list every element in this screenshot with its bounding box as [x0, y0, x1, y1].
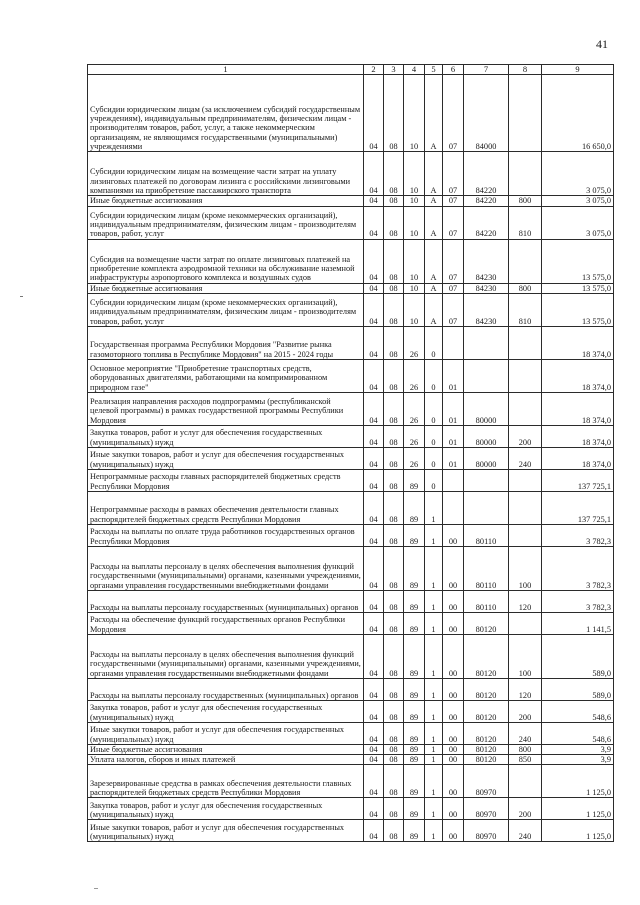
header-cell: 5: [425, 65, 443, 75]
code-cell-c8: 200: [509, 798, 542, 820]
code-cell-c7: 80000: [464, 425, 509, 447]
code-cell-c5: 1: [425, 678, 443, 700]
code-cell-c6: 00: [443, 765, 464, 798]
code-cell-c8: 240: [509, 722, 542, 744]
code-cell-c7: 80110: [464, 590, 509, 612]
code-cell-c3: 08: [384, 755, 404, 765]
amount-cell: 18 374,0: [542, 392, 614, 425]
table-row: [88, 75, 614, 152]
code-cell-c8: 200: [509, 425, 542, 447]
code-cell-c4: 10: [404, 75, 425, 152]
table-row: [88, 700, 614, 722]
code-cell-c4: 89: [404, 765, 425, 798]
code-cell-c6: 00: [443, 798, 464, 820]
row-name: Расходы на обеспечение функций государственных органов Республики Мордовия: [88, 612, 364, 634]
page-number: 41: [596, 37, 608, 51]
amount-cell: 3 075,0: [542, 152, 614, 196]
row-name: Расходы на выплаты персоналу в целях обеспечения выполнения функций государственными (муниципальными) органами, казенными учреждениями, органами управления государственными внебюджетными фондами: [88, 546, 364, 590]
code-cell-c2: 04: [364, 392, 384, 425]
code-cell-c7: 84220: [464, 206, 509, 239]
code-cell-c2: 04: [364, 590, 384, 612]
code-cell-c3: 08: [384, 152, 404, 196]
code-cell-c8: [509, 491, 542, 524]
code-cell-c3: 08: [384, 524, 404, 546]
code-cell-c3: 08: [384, 798, 404, 820]
code-cell-c7: 84220: [464, 196, 509, 206]
table-row: [88, 469, 614, 491]
code-cell-c4: 89: [404, 590, 425, 612]
code-cell-c5: 1: [425, 744, 443, 754]
row-name: Иные закупки товаров, работ и услуг для обеспечения государственных (муниципальных) нужд: [88, 447, 364, 469]
code-cell-c5: 1: [425, 700, 443, 722]
code-cell-c6: 07: [443, 293, 464, 326]
code-cell-c2: 04: [364, 469, 384, 491]
row-name: Иные бюджетные ассигнования: [88, 744, 364, 754]
code-cell-c6: 00: [443, 524, 464, 546]
row-name: Государственная программа Республики Мордовия "Развитие рынка газомоторного топлива в Республике Мордовия" на 2015 - 2024 годы: [88, 326, 364, 359]
code-cell-c7: [464, 469, 509, 491]
table-row: [88, 447, 614, 469]
code-cell-c8: [509, 75, 542, 152]
code-cell-c6: 07: [443, 152, 464, 196]
amount-cell: 1 125,0: [542, 820, 614, 842]
table-row: [88, 196, 614, 206]
code-cell-c8: 100: [509, 634, 542, 678]
code-cell-c8: 240: [509, 447, 542, 469]
code-cell-c4: 26: [404, 359, 425, 392]
amount-cell: 137 725,1: [542, 491, 614, 524]
code-cell-c5: 1: [425, 765, 443, 798]
amount-cell: 18 374,0: [542, 447, 614, 469]
code-cell-c3: 08: [384, 206, 404, 239]
code-cell-c5: 1: [425, 798, 443, 820]
code-cell-c5: 1: [425, 546, 443, 590]
code-cell-c2: 04: [364, 75, 384, 152]
amount-cell: 3 782,3: [542, 546, 614, 590]
code-cell-c5: А: [425, 293, 443, 326]
code-cell-c7: 80000: [464, 447, 509, 469]
table-row: [88, 392, 614, 425]
code-cell-c4: 89: [404, 744, 425, 754]
code-cell-c2: 04: [364, 447, 384, 469]
code-cell-c2: 04: [364, 206, 384, 239]
row-name: Непрограммные расходы в рамках обеспечения деятельности главных распорядителей бюджетных средств Республики Мордовия: [88, 491, 364, 524]
code-cell-c5: 1: [425, 722, 443, 744]
code-cell-c3: 08: [384, 700, 404, 722]
code-cell-c4: 89: [404, 469, 425, 491]
code-cell-c4: 89: [404, 546, 425, 590]
amount-cell: 548,6: [542, 722, 614, 744]
code-cell-c5: 1: [425, 634, 443, 678]
code-cell-c3: 08: [384, 765, 404, 798]
code-cell-c8: [509, 359, 542, 392]
scan-speck: [94, 888, 98, 889]
code-cell-c6: 00: [443, 612, 464, 634]
amount-cell: 1 141,5: [542, 612, 614, 634]
code-cell-c5: 0: [425, 447, 443, 469]
code-cell-c3: 08: [384, 196, 404, 206]
code-cell-c2: 04: [364, 612, 384, 634]
code-cell-c3: 08: [384, 359, 404, 392]
code-cell-c8: 810: [509, 206, 542, 239]
code-cell-c8: [509, 469, 542, 491]
amount-cell: 548,6: [542, 700, 614, 722]
row-name: Закупка товаров, работ и услуг для обеспечения государственных (муниципальных) нужд: [88, 425, 364, 447]
code-cell-c3: 08: [384, 283, 404, 293]
code-cell-c5: 1: [425, 820, 443, 842]
table-row: [88, 678, 614, 700]
row-name: Иные бюджетные ассигнования: [88, 283, 364, 293]
table-row: [88, 491, 614, 524]
header-cell: 9: [542, 65, 614, 75]
amount-cell: 3 075,0: [542, 196, 614, 206]
code-cell-c5: 1: [425, 612, 443, 634]
code-cell-c4: 89: [404, 722, 425, 744]
code-cell-c8: [509, 152, 542, 196]
code-cell-c2: 04: [364, 700, 384, 722]
amount-cell: 3,9: [542, 755, 614, 765]
code-cell-c6: 07: [443, 196, 464, 206]
code-cell-c6: 01: [443, 359, 464, 392]
code-cell-c4: 26: [404, 392, 425, 425]
table-row: [88, 722, 614, 744]
row-name: Субсидии юридическим лицам (за исключением субсидий государственным учреждениям), индивидуальным предпринимателям, физическим лицам - производителям товаров, работ, услуг, а также некоммерческим организациям, не являющимся государственными (муниципальными) учреждениями: [88, 75, 364, 152]
code-cell-c6: 01: [443, 447, 464, 469]
code-cell-c8: 200: [509, 700, 542, 722]
row-name: Расходы на выплаты по оплате труда работников государственных органов Республики Мордовия: [88, 524, 364, 546]
code-cell-c5: 1: [425, 755, 443, 765]
code-cell-c4: 89: [404, 700, 425, 722]
code-cell-c8: 120: [509, 590, 542, 612]
code-cell-c4: 26: [404, 326, 425, 359]
code-cell-c6: 00: [443, 546, 464, 590]
amount-cell: 589,0: [542, 678, 614, 700]
table-row: [88, 744, 614, 754]
code-cell-c5: А: [425, 152, 443, 196]
code-cell-c2: 04: [364, 634, 384, 678]
row-name: Расходы на выплаты персоналу в целях обеспечения выполнения функций государственными (муниципальными) органами, казенными учреждениями, органами управления государственными внебюджетными фондами: [88, 634, 364, 678]
code-cell-c5: 0: [425, 469, 443, 491]
code-cell-c4: 89: [404, 798, 425, 820]
code-cell-c6: 00: [443, 590, 464, 612]
code-cell-c2: 04: [364, 425, 384, 447]
row-name: Основное мероприятие "Приобретение транспортных средств, оборудованных двигателями, работающими на компримированном природном газе": [88, 359, 364, 392]
row-name: Иные бюджетные ассигнования: [88, 196, 364, 206]
code-cell-c5: 0: [425, 326, 443, 359]
amount-cell: 589,0: [542, 634, 614, 678]
code-cell-c3: 08: [384, 612, 404, 634]
code-cell-c5: 0: [425, 425, 443, 447]
amount-cell: 18 374,0: [542, 326, 614, 359]
table-row: [88, 820, 614, 842]
row-name: Расходы на выплаты персоналу государственных (муниципальных) органов: [88, 678, 364, 700]
code-cell-c5: 0: [425, 392, 443, 425]
header-cell: 4: [404, 65, 425, 75]
code-cell-c7: 80970: [464, 765, 509, 798]
table-row: [88, 546, 614, 590]
table-row: [88, 206, 614, 239]
code-cell-c6: 00: [443, 820, 464, 842]
amount-cell: 1 125,0: [542, 798, 614, 820]
code-cell-c2: 04: [364, 524, 384, 546]
code-cell-c8: 100: [509, 546, 542, 590]
header-cell: 2: [364, 65, 384, 75]
header-cell: 8: [509, 65, 542, 75]
code-cell-c7: 80120: [464, 744, 509, 754]
table-row: [88, 152, 614, 196]
code-cell-c3: 08: [384, 447, 404, 469]
table-row: [88, 612, 614, 634]
code-cell-c2: 04: [364, 196, 384, 206]
code-cell-c7: 80120: [464, 755, 509, 765]
code-cell-c4: 89: [404, 755, 425, 765]
code-cell-c4: 10: [404, 239, 425, 283]
code-cell-c6: [443, 491, 464, 524]
code-cell-c2: 04: [364, 293, 384, 326]
code-cell-c8: 800: [509, 283, 542, 293]
amount-cell: 13 575,0: [542, 239, 614, 283]
code-cell-c7: 80970: [464, 820, 509, 842]
code-cell-c5: А: [425, 196, 443, 206]
code-cell-c3: 08: [384, 590, 404, 612]
code-cell-c7: 80120: [464, 612, 509, 634]
header-cell: 7: [464, 65, 509, 75]
code-cell-c2: 04: [364, 722, 384, 744]
header-cell: 6: [443, 65, 464, 75]
code-cell-c5: 1: [425, 590, 443, 612]
code-cell-c6: 00: [443, 634, 464, 678]
amount-cell: 16 650,0: [542, 75, 614, 152]
code-cell-c4: 26: [404, 425, 425, 447]
code-cell-c2: 04: [364, 765, 384, 798]
code-cell-c8: [509, 239, 542, 283]
code-cell-c3: 08: [384, 469, 404, 491]
code-cell-c2: 04: [364, 798, 384, 820]
code-cell-c4: 26: [404, 447, 425, 469]
table-row: [88, 755, 614, 765]
amount-cell: 13 575,0: [542, 293, 614, 326]
code-cell-c6: 07: [443, 239, 464, 283]
code-cell-c2: 04: [364, 152, 384, 196]
code-cell-c3: 08: [384, 425, 404, 447]
code-cell-c6: [443, 469, 464, 491]
code-cell-c6: 00: [443, 700, 464, 722]
code-cell-c6: [443, 326, 464, 359]
code-cell-c5: А: [425, 239, 443, 283]
row-name: Непрограммные расходы главных распорядителей бюджетных средств Республики Мордовия: [88, 469, 364, 491]
code-cell-c4: 89: [404, 678, 425, 700]
code-cell-c5: 1: [425, 491, 443, 524]
code-cell-c6: 07: [443, 206, 464, 239]
code-cell-c4: 89: [404, 612, 425, 634]
code-cell-c2: 04: [364, 359, 384, 392]
code-cell-c7: 84230: [464, 239, 509, 283]
code-cell-c2: 04: [364, 546, 384, 590]
amount-cell: 3,9: [542, 744, 614, 754]
code-cell-c8: 850: [509, 755, 542, 765]
code-cell-c8: 800: [509, 196, 542, 206]
row-name: Субсидии юридическим лицам (кроме некоммерческих организаций), индивидуальным предпринимателям, физическим лицам - производителям товаров, работ, услуг: [88, 206, 364, 239]
code-cell-c8: [509, 524, 542, 546]
code-cell-c4: 89: [404, 820, 425, 842]
table-row: [88, 765, 614, 798]
code-cell-c6: 00: [443, 744, 464, 754]
code-cell-c7: [464, 326, 509, 359]
code-cell-c8: 800: [509, 744, 542, 754]
amount-cell: 18 374,0: [542, 425, 614, 447]
row-name: Зарезервированные средства в рамках обеспечения деятельности главных распорядителей бюджетных средств Республики Мордовия: [88, 765, 364, 798]
amount-cell: 3 782,3: [542, 590, 614, 612]
code-cell-c3: 08: [384, 293, 404, 326]
amount-cell: 13 575,0: [542, 283, 614, 293]
budget-table: [87, 64, 614, 842]
row-name: Уплата налогов, сборов и иных платежей: [88, 755, 364, 765]
header-cell: 3: [384, 65, 404, 75]
amount-cell: 3 782,3: [542, 524, 614, 546]
code-cell-c8: [509, 612, 542, 634]
code-cell-c2: 04: [364, 755, 384, 765]
code-cell-c8: 240: [509, 820, 542, 842]
row-name: Реализация направления расходов подпрограммы (республиканской целевой программы) в рамках государственной программы Республики Мордовия: [88, 392, 364, 425]
table-row: [88, 359, 614, 392]
code-cell-c5: 0: [425, 359, 443, 392]
code-cell-c8: 810: [509, 293, 542, 326]
row-name: Иные закупки товаров, работ и услуг для обеспечения государственных (муниципальных) нужд: [88, 820, 364, 842]
code-cell-c2: 04: [364, 239, 384, 283]
code-cell-c7: 84230: [464, 283, 509, 293]
code-cell-c7: 80110: [464, 524, 509, 546]
code-cell-c6: 01: [443, 425, 464, 447]
code-cell-c3: 08: [384, 326, 404, 359]
code-cell-c6: 01: [443, 392, 464, 425]
code-cell-c3: 08: [384, 491, 404, 524]
code-cell-c2: 04: [364, 326, 384, 359]
row-name: Расходы на выплаты персоналу государственных (муниципальных) органов: [88, 590, 364, 612]
code-cell-c8: [509, 392, 542, 425]
row-name: Иные закупки товаров, работ и услуг для обеспечения государственных (муниципальных) нужд: [88, 722, 364, 744]
amount-cell: 18 374,0: [542, 359, 614, 392]
table-row: [88, 634, 614, 678]
code-cell-c6: 00: [443, 722, 464, 744]
code-cell-c4: 10: [404, 196, 425, 206]
code-cell-c3: 08: [384, 722, 404, 744]
code-cell-c3: 08: [384, 239, 404, 283]
table-row: [88, 524, 614, 546]
code-cell-c7: 80120: [464, 678, 509, 700]
code-cell-c2: 04: [364, 491, 384, 524]
code-cell-c3: 08: [384, 820, 404, 842]
code-cell-c7: 84000: [464, 75, 509, 152]
table-row: [88, 326, 614, 359]
code-cell-c2: 04: [364, 283, 384, 293]
code-cell-c3: 08: [384, 744, 404, 754]
row-name: Субсидия на возмещение части затрат по оплате лизинговых платежей на приобретение комплекта аэродромной техники на обслуживание наземной инфраструктуры аэропортового комплекса и воздушных судов: [88, 239, 364, 283]
code-cell-c6: 00: [443, 755, 464, 765]
code-cell-c4: 10: [404, 293, 425, 326]
code-cell-c3: 08: [384, 75, 404, 152]
amount-cell: 137 725,1: [542, 469, 614, 491]
code-cell-c7: 84220: [464, 152, 509, 196]
table-row: [88, 590, 614, 612]
table-row: [88, 283, 614, 293]
code-cell-c7: 84230: [464, 293, 509, 326]
code-cell-c6: 07: [443, 283, 464, 293]
amount-cell: 1 125,0: [542, 765, 614, 798]
code-cell-c7: 80000: [464, 392, 509, 425]
code-cell-c7: 80110: [464, 546, 509, 590]
table-header-row: [88, 65, 614, 75]
code-cell-c7: 80120: [464, 722, 509, 744]
code-cell-c6: 00: [443, 678, 464, 700]
scan-speck: [20, 296, 23, 297]
code-cell-c7: 80970: [464, 798, 509, 820]
code-cell-c2: 04: [364, 744, 384, 754]
code-cell-c3: 08: [384, 678, 404, 700]
code-cell-c7: 80120: [464, 700, 509, 722]
row-name: Субсидии юридическим лицам (кроме некоммерческих организаций), индивидуальным предпринимателям, физическим лицам - производителям товаров, работ, услуг: [88, 293, 364, 326]
code-cell-c7: 80120: [464, 634, 509, 678]
row-name: Закупка товаров, работ и услуг для обеспечения государственных (муниципальных) нужд: [88, 700, 364, 722]
code-cell-c8: [509, 326, 542, 359]
code-cell-c4: 10: [404, 206, 425, 239]
code-cell-c3: 08: [384, 634, 404, 678]
code-cell-c8: 120: [509, 678, 542, 700]
table-row: [88, 425, 614, 447]
code-cell-c4: 10: [404, 152, 425, 196]
code-cell-c7: [464, 491, 509, 524]
code-cell-c5: А: [425, 283, 443, 293]
row-name: Субсидии юридическим лицам на возмещение части затрат на уплату лизинговых платежей по договорам лизинга с российскими лизинговыми компаниями на приобретение пассажирского транспорта: [88, 152, 364, 196]
code-cell-c6: 07: [443, 75, 464, 152]
code-cell-c3: 08: [384, 546, 404, 590]
table-row: [88, 798, 614, 820]
code-cell-c5: 1: [425, 524, 443, 546]
code-cell-c7: [464, 359, 509, 392]
code-cell-c2: 04: [364, 820, 384, 842]
code-cell-c3: 08: [384, 392, 404, 425]
code-cell-c8: [509, 765, 542, 798]
code-cell-c4: 89: [404, 634, 425, 678]
code-cell-c5: А: [425, 75, 443, 152]
code-cell-c2: 04: [364, 678, 384, 700]
code-cell-c4: 89: [404, 491, 425, 524]
amount-cell: 3 075,0: [542, 206, 614, 239]
table-row: [88, 293, 614, 326]
table-row: [88, 239, 614, 283]
row-name: Закупка товаров, работ и услуг для обеспечения государственных (муниципальных) нужд: [88, 798, 364, 820]
header-cell: 1: [88, 65, 364, 75]
code-cell-c4: 10: [404, 283, 425, 293]
code-cell-c5: А: [425, 206, 443, 239]
code-cell-c4: 89: [404, 524, 425, 546]
